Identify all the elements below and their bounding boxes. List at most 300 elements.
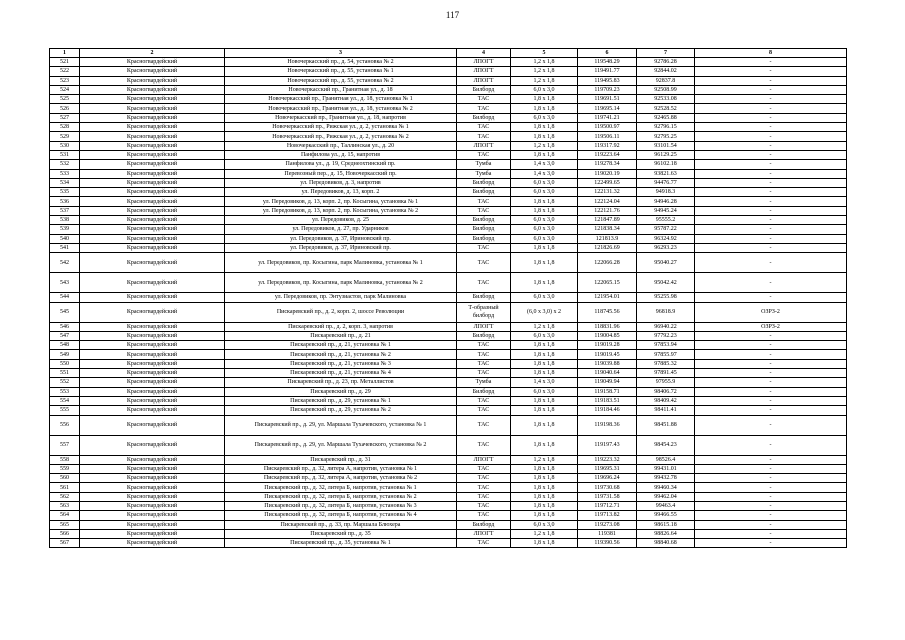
y-coordinate-cell: 98840.68 bbox=[637, 539, 695, 548]
table-row bbox=[50, 58, 847, 67]
district-cell: Красногвардейский bbox=[80, 302, 225, 322]
district-cell: Красногвардейский bbox=[80, 511, 225, 520]
x-coordinate-cell: 121954.01 bbox=[578, 293, 637, 302]
x-coordinate-cell: 119019.45 bbox=[578, 350, 637, 359]
row-number: 550 bbox=[50, 359, 80, 368]
y-coordinate-cell: 92465.88 bbox=[637, 113, 695, 122]
x-coordinate-cell: 119184.46 bbox=[578, 406, 637, 415]
table-row bbox=[50, 123, 847, 132]
row-number: 526 bbox=[50, 104, 80, 113]
zone-note-cell: - bbox=[695, 396, 847, 405]
row-number: 560 bbox=[50, 474, 80, 483]
column-header: 1 bbox=[50, 49, 80, 58]
zone-note-cell: - bbox=[695, 132, 847, 141]
x-coordinate-cell: 118745.56 bbox=[578, 302, 637, 322]
district-cell: Красногвардейский bbox=[80, 406, 225, 415]
x-coordinate-cell: 119223.32 bbox=[578, 455, 637, 464]
district-cell: Красногвардейский bbox=[80, 169, 225, 178]
row-number: 540 bbox=[50, 234, 80, 243]
address-cell: Пискаревский пр., д. 21 bbox=[225, 331, 457, 340]
table-row bbox=[50, 206, 847, 215]
row-number: 530 bbox=[50, 141, 80, 150]
table-row bbox=[50, 331, 847, 340]
x-coordinate-cell: 119741.21 bbox=[578, 113, 637, 122]
y-coordinate-cell: 93821.63 bbox=[637, 169, 695, 178]
x-coordinate-cell: 122124.04 bbox=[578, 197, 637, 206]
address-cell: Новочеркасский пр., Гранитная ул., д. 18, установка № 2 bbox=[225, 104, 457, 113]
address-cell: Новочеркасский пр., Рижская ул., д. 2, установка № 2 bbox=[225, 132, 457, 141]
zone-note-cell: - bbox=[695, 67, 847, 76]
size-cell: 1,8 x 1,8 bbox=[511, 132, 578, 141]
size-cell: 1,2 x 1,8 bbox=[511, 67, 578, 76]
y-coordinate-cell: 99466.55 bbox=[637, 511, 695, 520]
structure-type-cell: Билборд bbox=[457, 331, 511, 340]
row-number: 539 bbox=[50, 225, 80, 234]
size-cell: 1,8 x 1,8 bbox=[511, 273, 578, 293]
row-number: 537 bbox=[50, 206, 80, 215]
y-coordinate-cell: 96324.92 bbox=[637, 234, 695, 243]
district-cell: Красногвардейский bbox=[80, 350, 225, 359]
address-cell: ул. Передовиков, пр. Энтузиастов, парк Малиновка bbox=[225, 293, 457, 302]
row-number: 562 bbox=[50, 492, 80, 501]
district-cell: Красногвардейский bbox=[80, 178, 225, 187]
district-cell: Красногвардейский bbox=[80, 76, 225, 85]
table-row bbox=[50, 85, 847, 94]
zone-note-cell: - bbox=[695, 435, 847, 455]
table-row bbox=[50, 76, 847, 85]
address-cell: Пискаревский пр., д. 32, литера А, напротив, установка № 1 bbox=[225, 464, 457, 473]
table-body bbox=[50, 58, 847, 548]
table-row bbox=[50, 150, 847, 159]
zone-note-cell: - bbox=[695, 341, 847, 350]
district-cell: Красногвардейский bbox=[80, 483, 225, 492]
y-coordinate-cell: 94476.77 bbox=[637, 178, 695, 187]
table-row bbox=[50, 132, 847, 141]
district-cell: Красногвардейский bbox=[80, 293, 225, 302]
district-cell: Красногвардейский bbox=[80, 67, 225, 76]
structure-type-cell: ТАС bbox=[457, 501, 511, 510]
size-cell: 6,0 x 3,0 bbox=[511, 85, 578, 94]
address-cell: Новочеркасский пр., Гранитная ул., д. 18, установка № 1 bbox=[225, 95, 457, 104]
structure-type-cell: ЛПОГТ bbox=[457, 67, 511, 76]
row-number: 549 bbox=[50, 350, 80, 359]
address-cell: Новочеркасский пр., д. 54, установка № 2 bbox=[225, 58, 457, 67]
x-coordinate-cell: 119198.36 bbox=[578, 415, 637, 435]
district-cell: Красногвардейский bbox=[80, 520, 225, 529]
row-number: 536 bbox=[50, 197, 80, 206]
structure-type-cell: ТАС bbox=[457, 435, 511, 455]
district-cell: Красногвардейский bbox=[80, 113, 225, 122]
district-cell: Красногвардейский bbox=[80, 501, 225, 510]
address-cell: Новочеркасский пр., д. 55, установка № 2 bbox=[225, 76, 457, 85]
address-cell: ул. Передовиков, д. 13, корп. 2, пр. Косыгина, установка № 1 bbox=[225, 197, 457, 206]
table-row bbox=[50, 67, 847, 76]
row-number: 524 bbox=[50, 85, 80, 94]
structure-type-cell: ТАС bbox=[457, 341, 511, 350]
structure-type-cell: ТАС bbox=[457, 415, 511, 435]
zone-note-cell: - bbox=[695, 113, 847, 122]
district-cell: Красногвардейский bbox=[80, 492, 225, 501]
structure-type-cell: ТАС bbox=[457, 539, 511, 548]
x-coordinate-cell: 119713.82 bbox=[578, 511, 637, 520]
y-coordinate-cell: 96818.9 bbox=[637, 302, 695, 322]
size-cell: 1,8 x 1,8 bbox=[511, 415, 578, 435]
structure-type-cell: ТАС bbox=[457, 95, 511, 104]
size-cell: 1,2 x 1,8 bbox=[511, 76, 578, 85]
structure-type-cell: ТАС bbox=[457, 206, 511, 215]
size-cell: 1,8 x 1,8 bbox=[511, 123, 578, 132]
row-number: 552 bbox=[50, 378, 80, 387]
x-coordinate-cell: 122066.28 bbox=[578, 253, 637, 273]
x-coordinate-cell: 119317.92 bbox=[578, 141, 637, 150]
table-row bbox=[50, 141, 847, 150]
zone-note-cell: - bbox=[695, 273, 847, 293]
address-cell: Новочеркасский пр., Таллинская ул., д. 20 bbox=[225, 141, 457, 150]
structure-type-cell: ТАС bbox=[457, 150, 511, 159]
x-coordinate-cell: 119500.97 bbox=[578, 123, 637, 132]
table-row bbox=[50, 396, 847, 405]
table-row bbox=[50, 359, 847, 368]
column-header: 5 bbox=[511, 49, 578, 58]
x-coordinate-cell: 119696.24 bbox=[578, 474, 637, 483]
structure-type-cell: ТАС bbox=[457, 406, 511, 415]
structure-type-cell: ТАС bbox=[457, 483, 511, 492]
y-coordinate-cell: 97885.32 bbox=[637, 359, 695, 368]
y-coordinate-cell: 94946.28 bbox=[637, 197, 695, 206]
table-row bbox=[50, 169, 847, 178]
x-coordinate-cell: 119004.85 bbox=[578, 331, 637, 340]
column-header: 8 bbox=[695, 49, 847, 58]
x-coordinate-cell: 119019.28 bbox=[578, 341, 637, 350]
address-cell: ул. Передовиков, д. 13, корп. 2 bbox=[225, 188, 457, 197]
row-number: 538 bbox=[50, 216, 80, 225]
district-cell: Красногвардейский bbox=[80, 206, 225, 215]
row-number: 535 bbox=[50, 188, 80, 197]
y-coordinate-cell: 98615.18 bbox=[637, 520, 695, 529]
size-cell: 1,8 x 1,8 bbox=[511, 350, 578, 359]
size-cell: 1,8 x 1,8 bbox=[511, 501, 578, 510]
structure-type-cell: Тумба bbox=[457, 169, 511, 178]
row-number: 544 bbox=[50, 293, 80, 302]
x-coordinate-cell: 119695.14 bbox=[578, 104, 637, 113]
y-coordinate-cell: 92795.25 bbox=[637, 132, 695, 141]
address-cell: Пискаревский пр., д. 33, пр. Маршала Блюхера bbox=[225, 520, 457, 529]
address-cell: Пискаревский пр., д. 29, установка № 1 bbox=[225, 396, 457, 405]
table-row bbox=[50, 350, 847, 359]
structure-type-cell: Билборд bbox=[457, 188, 511, 197]
district-cell: Красногвардейский bbox=[80, 58, 225, 67]
size-cell: 1,8 x 1,8 bbox=[511, 104, 578, 113]
district-cell: Красногвардейский bbox=[80, 243, 225, 252]
structure-type-cell: Билборд bbox=[457, 178, 511, 187]
zone-note-cell: - bbox=[695, 293, 847, 302]
size-cell: 1,8 x 1,8 bbox=[511, 243, 578, 252]
structure-type-cell: Т-образный билборд bbox=[457, 302, 511, 322]
x-coordinate-cell: 122065.15 bbox=[578, 273, 637, 293]
x-coordinate-cell: 119273.08 bbox=[578, 520, 637, 529]
address-cell: Пискаревский пр., д. 29, установка № 2 bbox=[225, 406, 457, 415]
zone-note-cell: - bbox=[695, 483, 847, 492]
x-coordinate-cell: 121838.34 bbox=[578, 225, 637, 234]
zone-note-cell: - bbox=[695, 234, 847, 243]
zone-note-cell: - bbox=[695, 520, 847, 529]
zone-note-cell: - bbox=[695, 169, 847, 178]
address-cell: Новочеркасский пр., Гранитная ул., д. 18, напротив bbox=[225, 113, 457, 122]
row-number: 527 bbox=[50, 113, 80, 122]
size-cell: (6,0 x 3,0) x 2 bbox=[511, 302, 578, 322]
table-row bbox=[50, 435, 847, 455]
table-row bbox=[50, 501, 847, 510]
structure-type-cell: ТАС bbox=[457, 474, 511, 483]
structure-type-cell: Билборд bbox=[457, 85, 511, 94]
x-coordinate-cell: 119390.56 bbox=[578, 539, 637, 548]
y-coordinate-cell: 98406.72 bbox=[637, 387, 695, 396]
structure-type-cell: ТАС bbox=[457, 396, 511, 405]
y-coordinate-cell: 92844.02 bbox=[637, 67, 695, 76]
structure-type-cell: ТАС bbox=[457, 369, 511, 378]
district-cell: Красногвардейский bbox=[80, 464, 225, 473]
size-cell: 1,8 x 1,8 bbox=[511, 474, 578, 483]
row-number: 522 bbox=[50, 67, 80, 76]
zone-note-cell: - bbox=[695, 225, 847, 234]
x-coordinate-cell: 122131.32 bbox=[578, 188, 637, 197]
x-coordinate-cell: 119731.58 bbox=[578, 492, 637, 501]
y-coordinate-cell: 99462.04 bbox=[637, 492, 695, 501]
y-coordinate-cell: 98826.64 bbox=[637, 529, 695, 538]
district-cell: Красногвардейский bbox=[80, 341, 225, 350]
district-cell: Красногвардейский bbox=[80, 331, 225, 340]
y-coordinate-cell: 95787.22 bbox=[637, 225, 695, 234]
address-cell: Пискаревский пр., д. 21, установка № 2 bbox=[225, 350, 457, 359]
column-header: 7 bbox=[637, 49, 695, 58]
y-coordinate-cell: 98454.23 bbox=[637, 435, 695, 455]
y-coordinate-cell: 96940.22 bbox=[637, 322, 695, 331]
size-cell: 6,0 x 3,0 bbox=[511, 387, 578, 396]
address-cell: Пискаревский пр., д. 32, литера Б, напротив, установка № 4 bbox=[225, 511, 457, 520]
y-coordinate-cell: 94918.3 bbox=[637, 188, 695, 197]
table-row bbox=[50, 341, 847, 350]
table-row bbox=[50, 492, 847, 501]
district-cell: Красногвардейский bbox=[80, 216, 225, 225]
structure-type-cell: ТАС bbox=[457, 273, 511, 293]
zone-note-cell: - bbox=[695, 123, 847, 132]
row-number: 556 bbox=[50, 415, 80, 435]
structure-type-cell: Билборд bbox=[457, 293, 511, 302]
y-coordinate-cell: 97955.9 bbox=[637, 378, 695, 387]
y-coordinate-cell: 93101.54 bbox=[637, 141, 695, 150]
district-cell: Красногвардейский bbox=[80, 123, 225, 132]
zone-note-cell: - bbox=[695, 539, 847, 548]
row-number: 542 bbox=[50, 253, 80, 273]
y-coordinate-cell: 92533.08 bbox=[637, 95, 695, 104]
size-cell: 1,8 x 1,8 bbox=[511, 396, 578, 405]
y-coordinate-cell: 95255.98 bbox=[637, 293, 695, 302]
table-row bbox=[50, 520, 847, 529]
address-cell: Пискаревский пр., д. 31 bbox=[225, 455, 457, 464]
table-row bbox=[50, 216, 847, 225]
table-row bbox=[50, 95, 847, 104]
table-row bbox=[50, 369, 847, 378]
structure-type-cell: Билборд bbox=[457, 387, 511, 396]
address-cell: Новочеркасский пр., д. 55, установка № 1 bbox=[225, 67, 457, 76]
size-cell: 6,0 x 3,0 bbox=[511, 188, 578, 197]
address-cell: ул. Передовиков, д. 37, Ириновский пр. bbox=[225, 234, 457, 243]
row-number: 523 bbox=[50, 76, 80, 85]
structure-type-cell: ТАС bbox=[457, 253, 511, 273]
zone-note-cell: - bbox=[695, 369, 847, 378]
row-number: 543 bbox=[50, 273, 80, 293]
zone-note-cell: - bbox=[695, 58, 847, 67]
zone-note-cell: - bbox=[695, 501, 847, 510]
district-cell: Красногвардейский bbox=[80, 234, 225, 243]
column-header: 4 bbox=[457, 49, 511, 58]
district-cell: Красногвардейский bbox=[80, 132, 225, 141]
table-row bbox=[50, 511, 847, 520]
size-cell: 1,8 x 1,8 bbox=[511, 369, 578, 378]
district-cell: Красногвардейский bbox=[80, 322, 225, 331]
size-cell: 6,0 x 3,0 bbox=[511, 216, 578, 225]
column-header: 6 bbox=[578, 49, 637, 58]
structure-type-cell: Билборд bbox=[457, 234, 511, 243]
registry-table bbox=[49, 48, 847, 548]
address-cell: Панфилова ул., д. 15, напротив bbox=[225, 150, 457, 159]
table-row bbox=[50, 234, 847, 243]
address-cell: ул. Передовиков, д. 37, Ириновский пр. bbox=[225, 243, 457, 252]
structure-type-cell: ЛПОГТ bbox=[457, 58, 511, 67]
y-coordinate-cell: 98526.4 bbox=[637, 455, 695, 464]
district-cell: Красногвардейский bbox=[80, 141, 225, 150]
zone-note-cell: - bbox=[695, 455, 847, 464]
size-cell: 6,0 x 3,0 bbox=[511, 331, 578, 340]
address-cell: Пискаревский пр., д. 21, установка № 4 bbox=[225, 369, 457, 378]
table-row bbox=[50, 464, 847, 473]
header-row bbox=[50, 49, 847, 58]
district-cell: Красногвардейский bbox=[80, 188, 225, 197]
size-cell: 1,2 x 1,8 bbox=[511, 58, 578, 67]
address-cell: Пискаревский пр., д. 32, литера Б, напротив, установка № 1 bbox=[225, 483, 457, 492]
x-coordinate-cell: 119506.11 bbox=[578, 132, 637, 141]
size-cell: 1,8 x 1,8 bbox=[511, 435, 578, 455]
district-cell: Красногвардейский bbox=[80, 150, 225, 159]
district-cell: Красногвардейский bbox=[80, 539, 225, 548]
zone-note-cell: - bbox=[695, 359, 847, 368]
address-cell: Новочеркасский пр., Рижская ул., д. 2, установка № 1 bbox=[225, 123, 457, 132]
address-cell: ул. Передовиков, д. 25 bbox=[225, 216, 457, 225]
address-cell: Пискаревский пр., д. 21, установка № 1 bbox=[225, 341, 457, 350]
zone-note-cell: - bbox=[695, 150, 847, 159]
address-cell: Пискаревский пр., д. 29, ул. Маршала Тухачевского, установка № 1 bbox=[225, 415, 457, 435]
district-cell: Красногвардейский bbox=[80, 253, 225, 273]
x-coordinate-cell: 121813.9 bbox=[578, 234, 637, 243]
table-row bbox=[50, 483, 847, 492]
address-cell: Пискаревский пр., д. 29 bbox=[225, 387, 457, 396]
address-cell: ул. Передовиков, д. 27, пр. Ударников bbox=[225, 225, 457, 234]
x-coordinate-cell: 119278.34 bbox=[578, 160, 637, 169]
row-number: 561 bbox=[50, 483, 80, 492]
x-coordinate-cell: 119730.68 bbox=[578, 483, 637, 492]
y-coordinate-cell: 99463.4 bbox=[637, 501, 695, 510]
district-cell: Красногвардейский bbox=[80, 225, 225, 234]
district-cell: Красногвардейский bbox=[80, 104, 225, 113]
row-number: 555 bbox=[50, 406, 80, 415]
y-coordinate-cell: 96293.23 bbox=[637, 243, 695, 252]
y-coordinate-cell: 96102.18 bbox=[637, 160, 695, 169]
zone-note-cell: - bbox=[695, 406, 847, 415]
address-cell: Пискаревский пр., д. 32, литера А, напротив, установка № 2 bbox=[225, 474, 457, 483]
zone-note-cell: - bbox=[695, 387, 847, 396]
zone-note-cell: - bbox=[695, 415, 847, 435]
y-coordinate-cell: 97891.45 bbox=[637, 369, 695, 378]
structure-type-cell: ЛПОГТ bbox=[457, 529, 511, 538]
x-coordinate-cell: 118831.96 bbox=[578, 322, 637, 331]
size-cell: 6,0 x 3,0 bbox=[511, 178, 578, 187]
size-cell: 1,8 x 1,8 bbox=[511, 197, 578, 206]
x-coordinate-cell: 119183.51 bbox=[578, 396, 637, 405]
zone-note-cell: - bbox=[695, 85, 847, 94]
table-row bbox=[50, 529, 847, 538]
structure-type-cell: Билборд bbox=[457, 225, 511, 234]
size-cell: 6,0 x 3,0 bbox=[511, 293, 578, 302]
x-coordinate-cell: 119712.71 bbox=[578, 501, 637, 510]
row-number: 531 bbox=[50, 150, 80, 159]
x-coordinate-cell: 119040.64 bbox=[578, 369, 637, 378]
x-coordinate-cell: 122499.65 bbox=[578, 178, 637, 187]
size-cell: 1,4 x 3,0 bbox=[511, 378, 578, 387]
row-number: 551 bbox=[50, 369, 80, 378]
table-row bbox=[50, 539, 847, 548]
table-row bbox=[50, 243, 847, 252]
zone-note-cell: - bbox=[695, 95, 847, 104]
y-coordinate-cell: 92786.28 bbox=[637, 58, 695, 67]
page-number: 117 bbox=[445, 10, 460, 20]
structure-type-cell: Тумба bbox=[457, 378, 511, 387]
size-cell: 1,8 x 1,8 bbox=[511, 483, 578, 492]
district-cell: Красногвардейский bbox=[80, 197, 225, 206]
y-coordinate-cell: 94945.24 bbox=[637, 206, 695, 215]
row-number: 545 bbox=[50, 302, 80, 322]
district-cell: Красногвардейский bbox=[80, 529, 225, 538]
y-coordinate-cell: 92796.15 bbox=[637, 123, 695, 132]
size-cell: 1,8 x 1,8 bbox=[511, 341, 578, 350]
table-row bbox=[50, 160, 847, 169]
address-cell: Новочеркасский пр., Гранитная ул., д. 18 bbox=[225, 85, 457, 94]
row-number: 559 bbox=[50, 464, 80, 473]
district-cell: Красногвардейский bbox=[80, 85, 225, 94]
address-cell: ул. Передовиков, д. 13, корп. 2, пр. Косыгина, установка № 2 bbox=[225, 206, 457, 215]
x-coordinate-cell: 122121.76 bbox=[578, 206, 637, 215]
x-coordinate-cell: 119197.43 bbox=[578, 435, 637, 455]
size-cell: 1,8 x 1,8 bbox=[511, 206, 578, 215]
table-row bbox=[50, 302, 847, 322]
address-cell: Пискаревский пр., д. 29, ул. Маршала Тухачевского, установка № 2 bbox=[225, 435, 457, 455]
zone-note-cell: - bbox=[695, 350, 847, 359]
structure-type-cell: ТАС bbox=[457, 123, 511, 132]
x-coordinate-cell: 119709.23 bbox=[578, 85, 637, 94]
size-cell: 6,0 x 3,0 bbox=[511, 225, 578, 234]
address-cell: ул. Передовиков, пр. Косыгина, парк Малиновка, установка № 1 bbox=[225, 253, 457, 273]
district-cell: Красногвардейский bbox=[80, 455, 225, 464]
x-coordinate-cell: 121847.89 bbox=[578, 216, 637, 225]
structure-type-cell: ТАС bbox=[457, 132, 511, 141]
x-coordinate-cell: 121826.69 bbox=[578, 243, 637, 252]
table-row bbox=[50, 322, 847, 331]
x-coordinate-cell: 119158.71 bbox=[578, 387, 637, 396]
size-cell: 1,2 x 1,8 bbox=[511, 455, 578, 464]
y-coordinate-cell: 95040.27 bbox=[637, 253, 695, 273]
zone-note-cell: - bbox=[695, 160, 847, 169]
address-cell: Пискаревский пр., д. 2, корп. 2, шоссе Революции bbox=[225, 302, 457, 322]
zone-note-cell: ОЗРЗ-2 bbox=[695, 302, 847, 322]
